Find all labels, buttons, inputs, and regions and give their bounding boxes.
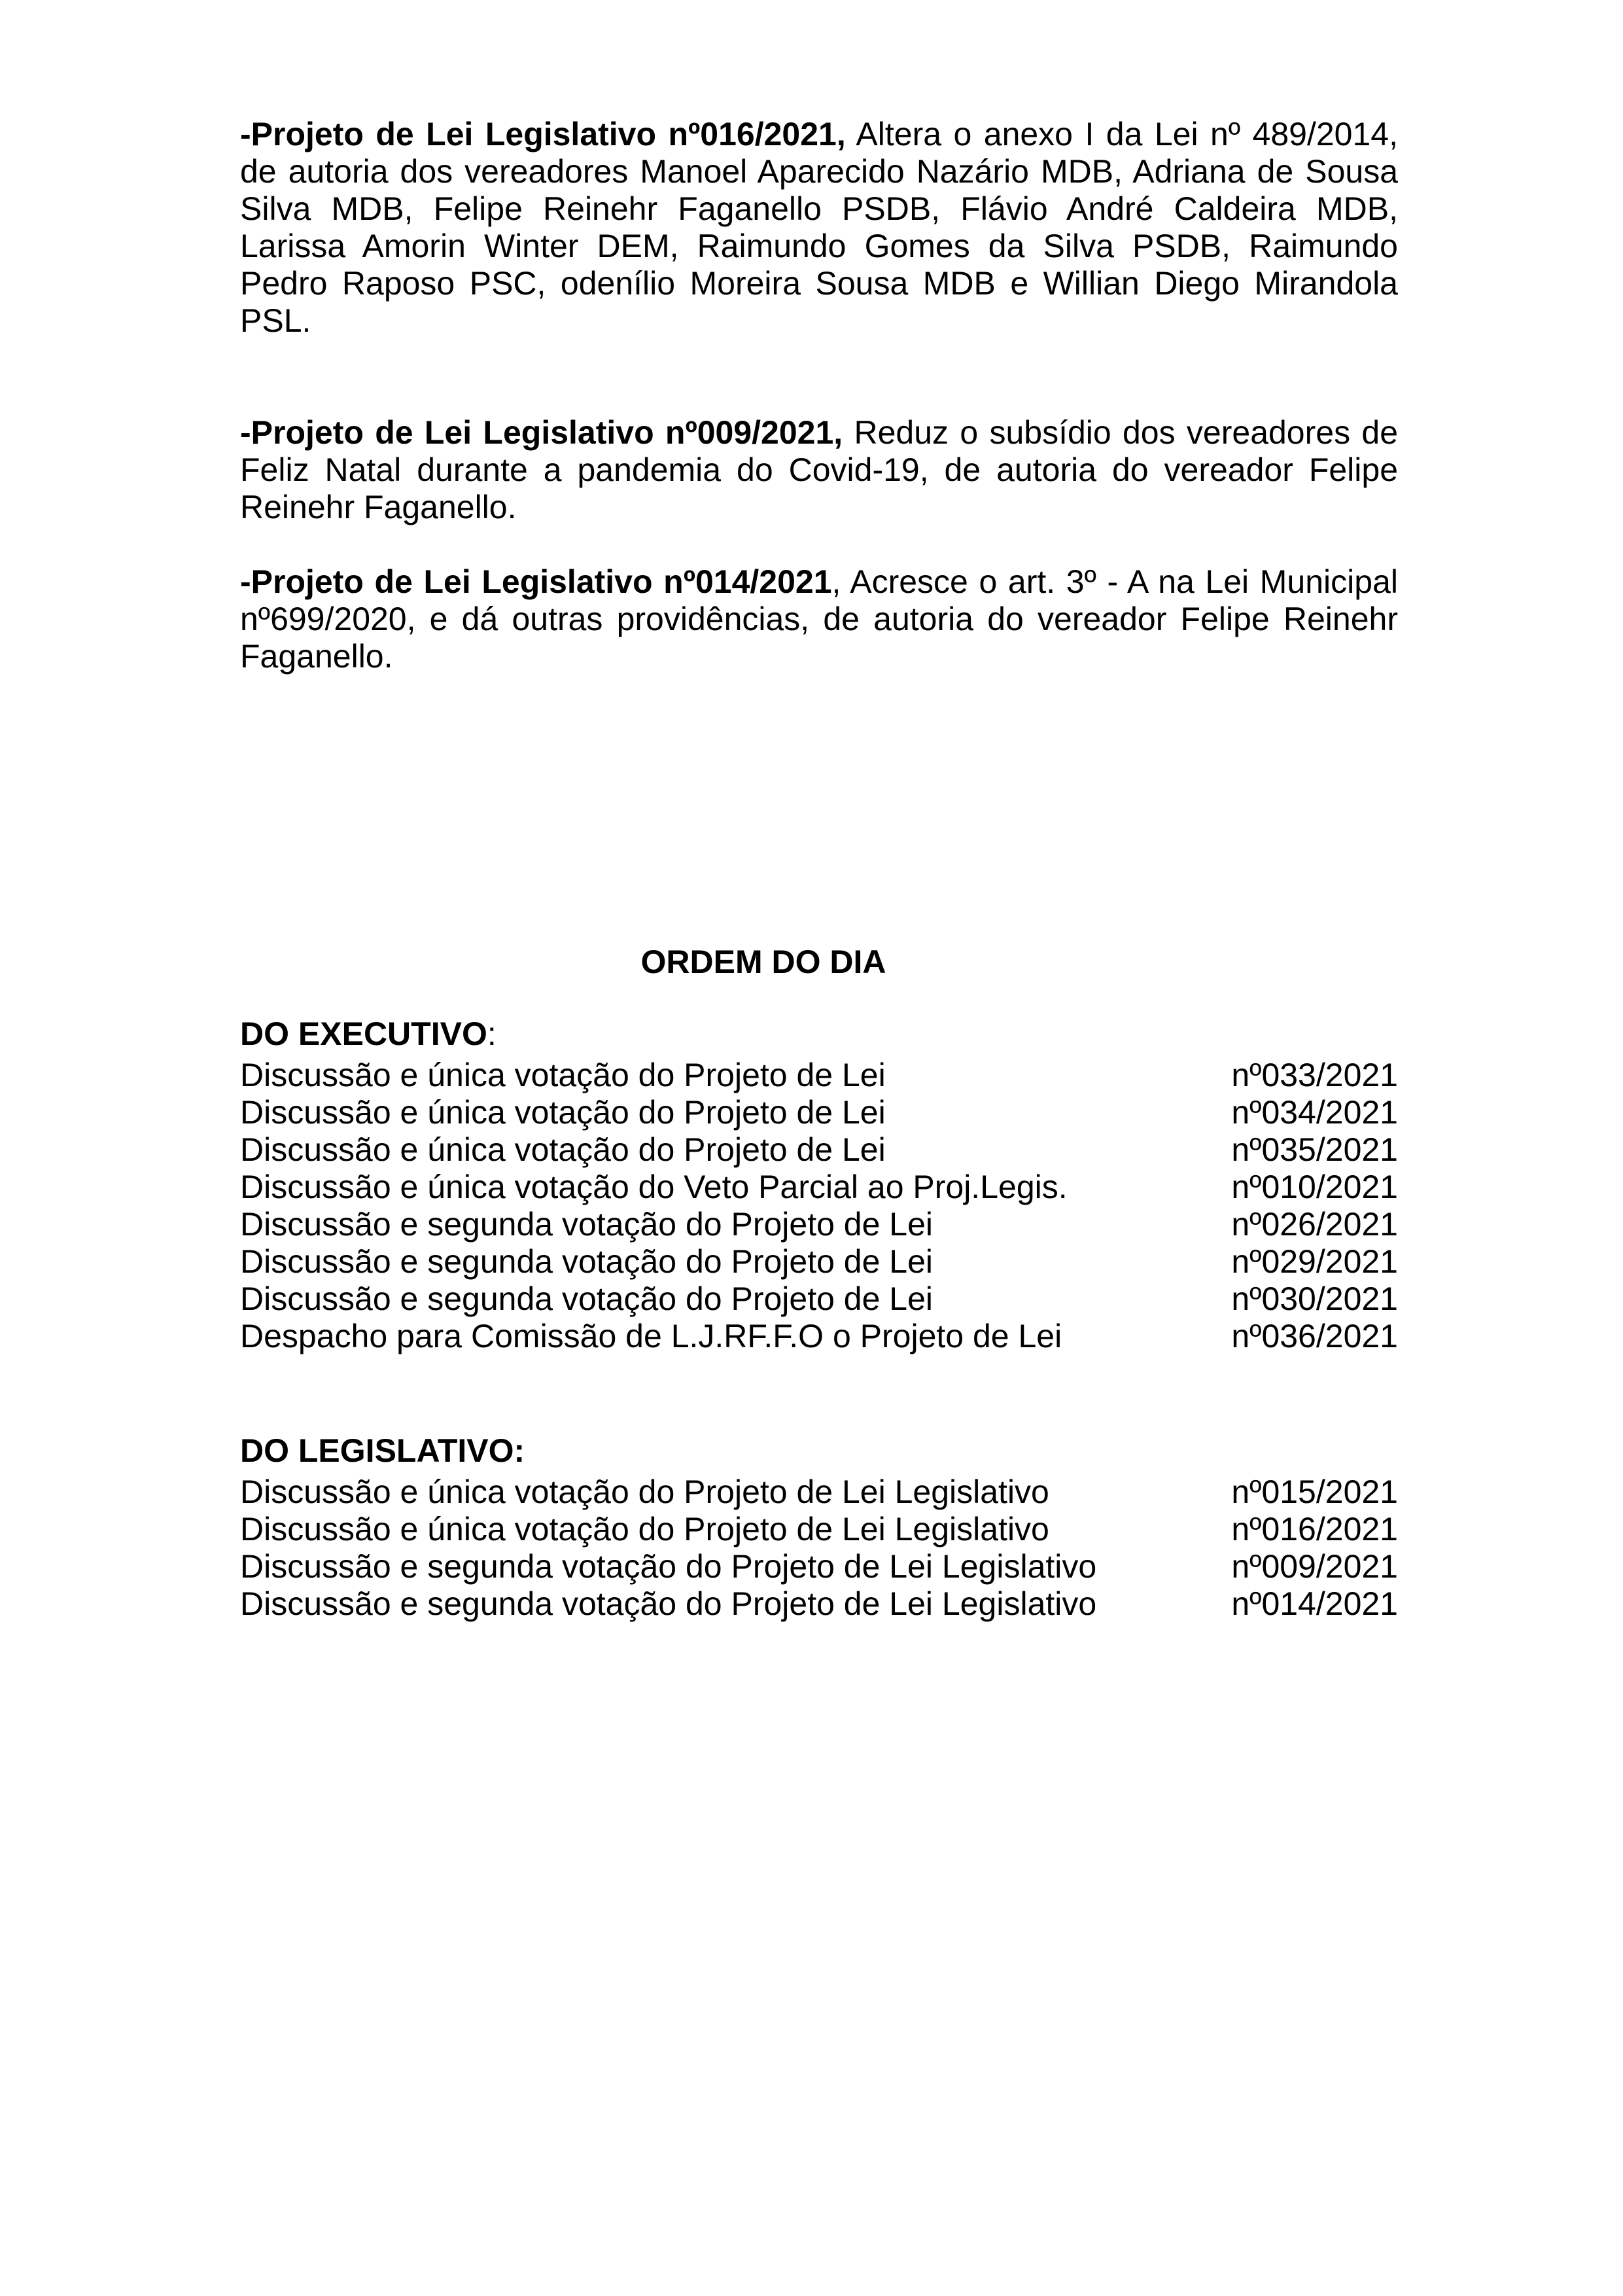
agenda-row <box>240 1318 1398 1355</box>
agenda-row-number: nº016/2021 <box>1231 1511 1398 1547</box>
agenda-row-label: Discussão e única votação do Veto Parcial ao Proj.Legis. <box>240 1169 1068 1205</box>
agenda-row-label: Discussão e única votação do Projeto de Lei <box>240 1131 886 1168</box>
agenda-row-label: Discussão e segunda votação do Projeto de Lei <box>240 1243 934 1280</box>
bill-summary-text: , Acresce o art. 3º - A na Lei Municipal nº699/2020, e dá outras providências, de autoria do vereador Felipe Reinehr Faganello. <box>240 563 1398 675</box>
document-content <box>240 116 1398 1623</box>
agenda-row <box>240 1511 1398 1548</box>
agenda-row-number: nº009/2021 <box>1231 1548 1398 1585</box>
agenda-row <box>240 1094 1398 1131</box>
bill-summary-paragraph-009 <box>240 414 1398 526</box>
section-executivo <box>240 1016 1398 1355</box>
agenda-row-label: Discussão e segunda votação do Projeto de Lei Legislativo <box>240 1585 1097 1622</box>
agenda-row-label: Despacho para Comissão de L.J.RF.F.O o Projeto de Lei <box>240 1318 1062 1354</box>
agenda-row-number: nº035/2021 <box>1231 1131 1398 1168</box>
bill-summary-paragraph-014 <box>240 563 1398 675</box>
bill-summary-text: Reduz o subsídio dos vereadores de Feliz Natal durante a pandemia do Covid-19, de autoria do vereador Felipe Reinehr Faganello. <box>240 414 1398 525</box>
section-legislativo <box>240 1432 1398 1623</box>
agenda-row-number: nº030/2021 <box>1231 1280 1398 1317</box>
agenda-row-number: nº033/2021 <box>1231 1057 1398 1093</box>
agenda-row-label: Discussão e segunda votação do Projeto de Lei Legislativo <box>240 1548 1097 1585</box>
agenda-row <box>240 1243 1398 1280</box>
agenda-row-number: nº034/2021 <box>1231 1094 1398 1131</box>
agenda-row-number: nº014/2021 <box>1231 1585 1398 1622</box>
bill-summary-paragraph-016 <box>240 116 1398 340</box>
section-heading-executivo <box>240 1016 1398 1053</box>
order-of-day-title: ORDEM DO DIA <box>640 944 886 980</box>
section-heading-bold: DO LEGISLATIVO: <box>240 1432 525 1469</box>
agenda-row-label: Discussão e única votação do Projeto de Lei <box>240 1094 886 1131</box>
agenda-row-number: nº010/2021 <box>1231 1169 1398 1205</box>
section-heading-legislativo <box>240 1432 1398 1470</box>
agenda-row-label: Discussão e segunda votação do Projeto de Lei <box>240 1280 934 1317</box>
agenda-row <box>240 1280 1398 1318</box>
agenda-row <box>240 1548 1398 1585</box>
bill-reference-bold: -Projeto de Lei Legislativo nº016/2021, <box>240 116 846 152</box>
section-heading-bold: DO EXECUTIVO <box>240 1016 487 1052</box>
agenda-row <box>240 1131 1398 1169</box>
agenda-row <box>240 1057 1398 1094</box>
agenda-row-label: Discussão e única votação do Projeto de Lei Legislativo <box>240 1474 1049 1510</box>
agenda-row-number: nº015/2021 <box>1231 1474 1398 1510</box>
agenda-row-number: nº026/2021 <box>1231 1206 1398 1243</box>
agenda-row-label: Discussão e única votação do Projeto de Lei Legislativo <box>240 1511 1049 1547</box>
section-heading-suffix: : <box>487 1016 497 1052</box>
bill-reference-bold: -Projeto de Lei Legislativo nº014/2021 <box>240 563 832 600</box>
agenda-row-label: Discussão e única votação do Projeto de Lei <box>240 1057 886 1093</box>
agenda-row-number: nº036/2021 <box>1231 1318 1398 1354</box>
agenda-row <box>240 1585 1398 1623</box>
agenda-row <box>240 1474 1398 1511</box>
agenda-row <box>240 1169 1398 1206</box>
agenda-row-label: Discussão e segunda votação do Projeto de Lei <box>240 1206 934 1243</box>
agenda-row <box>240 1206 1398 1243</box>
bill-summary-text: Altera o anexo I da Lei nº 489/2014, de autoria dos vereadores Manoel Aparecido Nazário MDB, Adriana de Sousa Silva MDB, Felipe Reinehr Faganello PSDB, Flávio André Caldeira MDB, Larissa Amorin Winter DEM, Raimundo Gomes da Silva PSDB, Raimundo Pedro Raposo PSC, odenílio Moreira Sousa MDB e Willian Diego Mirandola PSL. <box>240 116 1398 339</box>
agenda-rows-legislativo <box>240 1474 1398 1623</box>
agenda-rows-executivo <box>240 1057 1398 1355</box>
bill-reference-bold: -Projeto de Lei Legislativo nº009/2021, <box>240 414 843 451</box>
agenda-row-number: nº029/2021 <box>1231 1243 1398 1280</box>
